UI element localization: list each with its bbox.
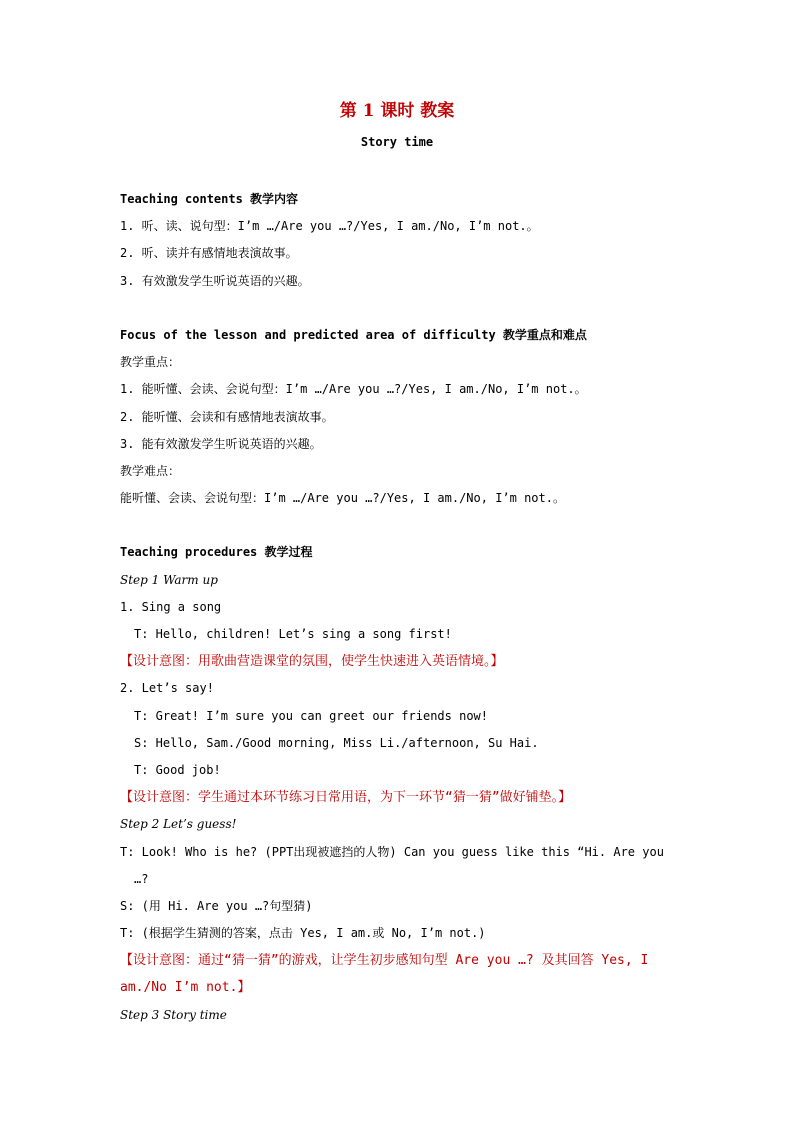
teaching-contents-heading: Teaching contents 教学内容: [120, 192, 299, 206]
dialogue-line: T: Look! Who is he? (PPT出现被遮挡的人物) Can you guess like this “Hi. Are you: [120, 844, 664, 859]
key-point-item: 1. 能听懂、会读、会说句型：I’m …/Are you …?/Yes, I am./No, I’m not.。: [120, 382, 587, 397]
page-subtitle: Story time: [360, 135, 434, 149]
dialogue-line: S: (用 Hi. Are you …?句型猜): [120, 898, 313, 913]
dialogue-line: S: Hello, Sam./Good morning, Miss Li./afternoon, Su Hai.: [134, 735, 539, 750]
step-1-item-1: 1. Sing a song: [120, 599, 222, 614]
design-intent-note: 【设计意图：通过“猜一猜”的游戏，让学生初步感知句型 Are you …? 及其回答 Yes, I: [120, 953, 649, 969]
focus-heading: Focus of the lesson and predicted area of difficulty 教学重点和难点: [120, 327, 587, 342]
teaching-contents-item: 1. 听、读、说句型：I’m …/Are you …?/Yes, I am./No, I’m not.。: [120, 219, 539, 234]
section-spacer: [120, 295, 680, 322]
dialogue-line: T: Good job!: [134, 762, 221, 777]
section-spacer: [120, 512, 680, 539]
key-point-item: 3. 能有效激发学生听说英语的兴趣。: [120, 436, 322, 451]
dialogue-line: T: Hello, children! Let’s sing a song first!: [134, 627, 452, 641]
document-body: [120, 186, 680, 1029]
step-1-title: Step 1 Warm up: [120, 572, 218, 587]
teaching-contents-item: 2. 听、读并有感情地表演故事。: [120, 246, 298, 261]
difficulty-text: 能听懂、会读、会说句型：I’m …/Are you …?/Yes, I am./No, I’m not.。: [120, 491, 565, 506]
dialogue-line: T: Great! I’m sure you can greet our friends now!: [134, 708, 489, 723]
key-points-label: 教学重点：: [120, 355, 181, 370]
design-intent-note-continuation: am./No I’m not.】: [120, 980, 251, 996]
dialogue-line-continuation: …?: [134, 871, 149, 886]
teaching-contents-item: 3. 有效激发学生听说英语的兴趣。: [120, 273, 310, 288]
step-2-title: Step 2 Let’s guess!: [120, 817, 237, 832]
step-3-title: Step 3 Story time: [120, 1007, 227, 1022]
procedures-heading: Teaching procedures 教学过程: [120, 545, 313, 560]
dialogue-line: T: (根据学生猜测的答案，点击 Yes, I am.或 No, I’m not.): [120, 926, 486, 941]
design-intent-note: 【设计意图：学生通过本环节练习日常用语，为下一环节“猜一猜”做好铺垫。】: [120, 790, 572, 806]
difficulty-label: 教学难点：: [120, 463, 181, 478]
page-title: 第 1 课时 教案: [339, 101, 455, 121]
design-intent-note: 【设计意图：用歌曲营造课堂的氛围，使学生快速进入英语情境。】: [120, 654, 504, 670]
key-point-item: 2. 能听懂、会读和有感情地表演故事。: [120, 409, 334, 424]
step-1-item-2: 2. Let’s say!: [120, 681, 214, 696]
